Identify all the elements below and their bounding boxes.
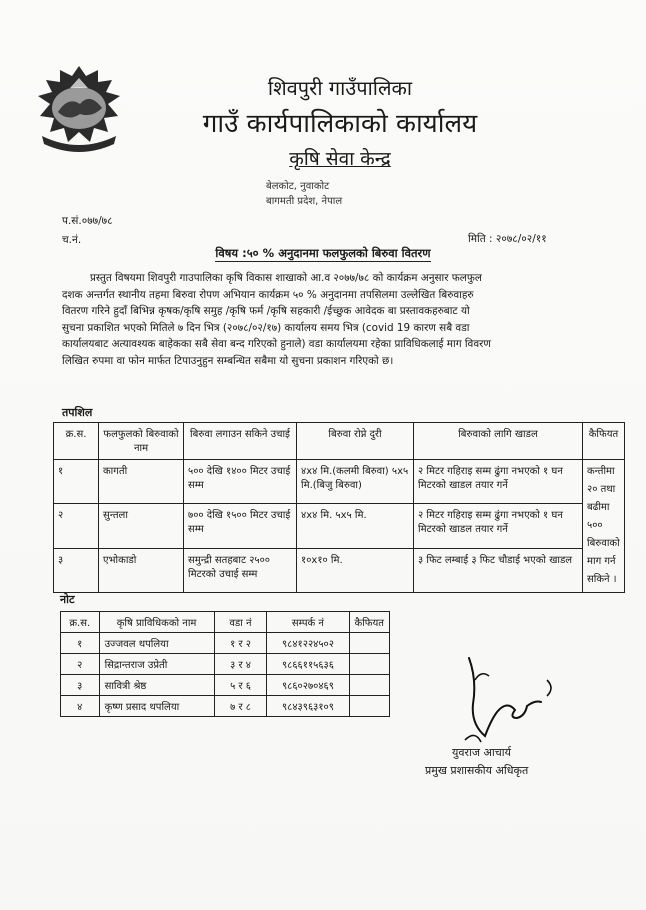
col-ward: वडा नं (214, 612, 267, 633)
col-remarks: कैफियत (583, 423, 625, 460)
cell-remark: कन्तीमा २० तथा बढीमा ५०० बिरुवाको माग गर्न सकिने । (583, 460, 625, 593)
cell-serial: ३ (54, 548, 99, 592)
subject-line (0, 246, 646, 261)
cell-ward: ५ र ६ (214, 675, 267, 696)
cell-fruit-name: सुन्तला (99, 504, 184, 548)
address-line-2: बागमती प्रदेश, नेपाल (266, 196, 343, 207)
cell-spacing: ४x४ मि.(कलमी बिरुवा) ५x५ मि.(बिजु बिरुवा) (297, 460, 414, 504)
body-line: लिखित रुपमा वा फोन मार्फत टिपाउनुहुन सम्बन्धित सबैमा यो सुचना प्रकाशन गरिएको छ। (62, 354, 394, 367)
signatory-name: युवराज आचार्य (452, 746, 511, 759)
col-phone: सम्पर्क नं (267, 612, 349, 633)
body-line: सुचना प्रकाशित भएको मितिले ७ दिन भित्र (२०७८/०२/१७) कार्यालय समय भित्र (covid 19 कारण सबै वडा (62, 321, 470, 334)
cell-altitude: ७०० देखि १५०० मिटर उचाई सम्म (184, 504, 297, 548)
col-remarks: कैफियत (349, 612, 389, 633)
col-serial: क्र.स. (54, 423, 99, 460)
cell-serial: ४ (61, 696, 100, 717)
col-fruit-name: फलफुलको बिरुवाको नाम (99, 423, 184, 460)
body-line: दशक अन्तर्गत स्थानीय तहमा बिरुवा रोपण अभियान कार्यक्रम ५० % अनुदानमा तपसिलमा उल्लेखित बिरुवाहरु (62, 288, 474, 301)
cell-ward: १ र २ (214, 633, 267, 654)
cell-technician-name: सावित्री श्रेष्ठ (99, 675, 214, 696)
cell-technician-name: उज्जवल थपलिया (99, 633, 214, 654)
cell-spacing: १०x१० मि. (297, 548, 414, 592)
letter-date: मिति : २०७८/०२/११ (468, 233, 547, 245)
table-row (54, 548, 625, 592)
cell-serial: ३ (61, 675, 100, 696)
cell-pit: २ मिटर गहिराइ सम्म ढुंगा नभएको १ घन मिटरको खाडल तयार गर्ने (414, 460, 583, 504)
handwritten-signature-icon (455, 640, 565, 750)
table-row (61, 654, 390, 675)
cell-technician-name: कृष्ण प्रसाद थपलिया (99, 696, 214, 717)
address-line-1: बेलकोट, नुवाकोट (266, 181, 330, 192)
cell-pit: ३ फिट लम्बाई ३ फिट चौडाई भएको खाडल (414, 548, 583, 592)
cell-technician-name: सिद्रान्तराज उप्रेती (99, 654, 214, 675)
body-line: कार्यालयबाट अत्यावश्यक बाहेकका सबै सेवा बन्द गरिएको हुनाले) वडा कार्यालयमा रहेका प्राविधिकलाई माग विवरण (62, 338, 491, 351)
cell-spacing: ४x४ मि. ५x५ मि. (297, 504, 414, 548)
cell-remark (349, 696, 389, 717)
body-paragraph (62, 270, 578, 370)
cell-phone: ९८४३९६३१०९ (267, 696, 349, 717)
table-header-row (54, 423, 625, 460)
municipality-name: शिवपुरी गाउँपालिका (267, 76, 413, 100)
cell-remark (349, 675, 389, 696)
cell-phone: ९८६०२७०४६९ (267, 675, 349, 696)
cell-remark (349, 633, 389, 654)
cell-phone: ९८६६११५६३६ (267, 654, 349, 675)
cell-pit: २ मिटर गहिराइ सम्म ढुंगा नभएको १ घन मिटरको खाडल तयार गर्ने (414, 504, 583, 548)
subject-text: विषय :५० % अनुदानमा फलफुलको बिरुवा वितरण (215, 246, 431, 260)
cell-serial: १ (61, 633, 100, 654)
signatory-title: प्रमुख प्रशासकीय अधिकृत (425, 764, 529, 777)
cell-remark (349, 654, 389, 675)
cell-phone: ९८४१२२४५०२ (267, 633, 349, 654)
col-spacing: बिरुवा रोप्ने दुरी (297, 423, 414, 460)
col-technician-name: कृषि प्राविधिकको नाम (99, 612, 214, 633)
col-altitude: बिरुवा लगाउन सकिने उचाई (184, 423, 297, 460)
table-row (61, 696, 390, 717)
sapling-details-table (53, 422, 625, 593)
nepal-emblem-icon (28, 62, 130, 156)
col-pit: बिरुवाको लागि खाडल (414, 423, 583, 460)
office-name: गाउँ कार्यपालिकाको कार्यालय (202, 109, 478, 139)
col-serial: क्र.स. (61, 612, 100, 633)
cell-serial: २ (61, 654, 100, 675)
note-heading: नोट (60, 593, 75, 606)
table-row (61, 633, 390, 654)
cell-ward: ७ र ८ (214, 696, 267, 717)
cell-ward: ३ र ४ (214, 654, 267, 675)
body-line: वितरण गरिने हुदाँ बिभिन्न कृषक/कृषि समुह /कृषि फर्म /कृषि सहकारी /ईच्छुक आवेदक बा प्रस्तावकहरुबाट यो (62, 305, 470, 318)
reference-number: प.सं.०७७/७८ (62, 215, 113, 227)
details-heading: तपशिल (62, 406, 93, 419)
table-row (54, 504, 625, 548)
table-header-row (61, 612, 390, 633)
cell-fruit-name: कागती (99, 460, 184, 504)
technician-contact-table (60, 611, 390, 717)
body-line: प्रस्तुत विषयमा शिवपुरी गाउपालिका कृषि विकास शाखाको आ.व २०७७/७८ को कार्यक्रम अनुसार फलफुल (90, 272, 482, 284)
cell-altitude: ५०० देखि १४०० मिटर उचाई सम्म (184, 460, 297, 504)
table-row (61, 675, 390, 696)
table-row (54, 460, 625, 504)
cell-serial: २ (54, 504, 99, 548)
dispatch-number: च.नं. (62, 234, 82, 246)
cell-altitude: समुन्द्री सतहबाट २५०० मिटरको उचाई सम्म (184, 548, 297, 592)
center-name: कृषि सेवा केन्द्र (289, 148, 391, 170)
cell-serial: १ (54, 460, 99, 504)
cell-fruit-name: एभोकाडो (99, 548, 184, 592)
